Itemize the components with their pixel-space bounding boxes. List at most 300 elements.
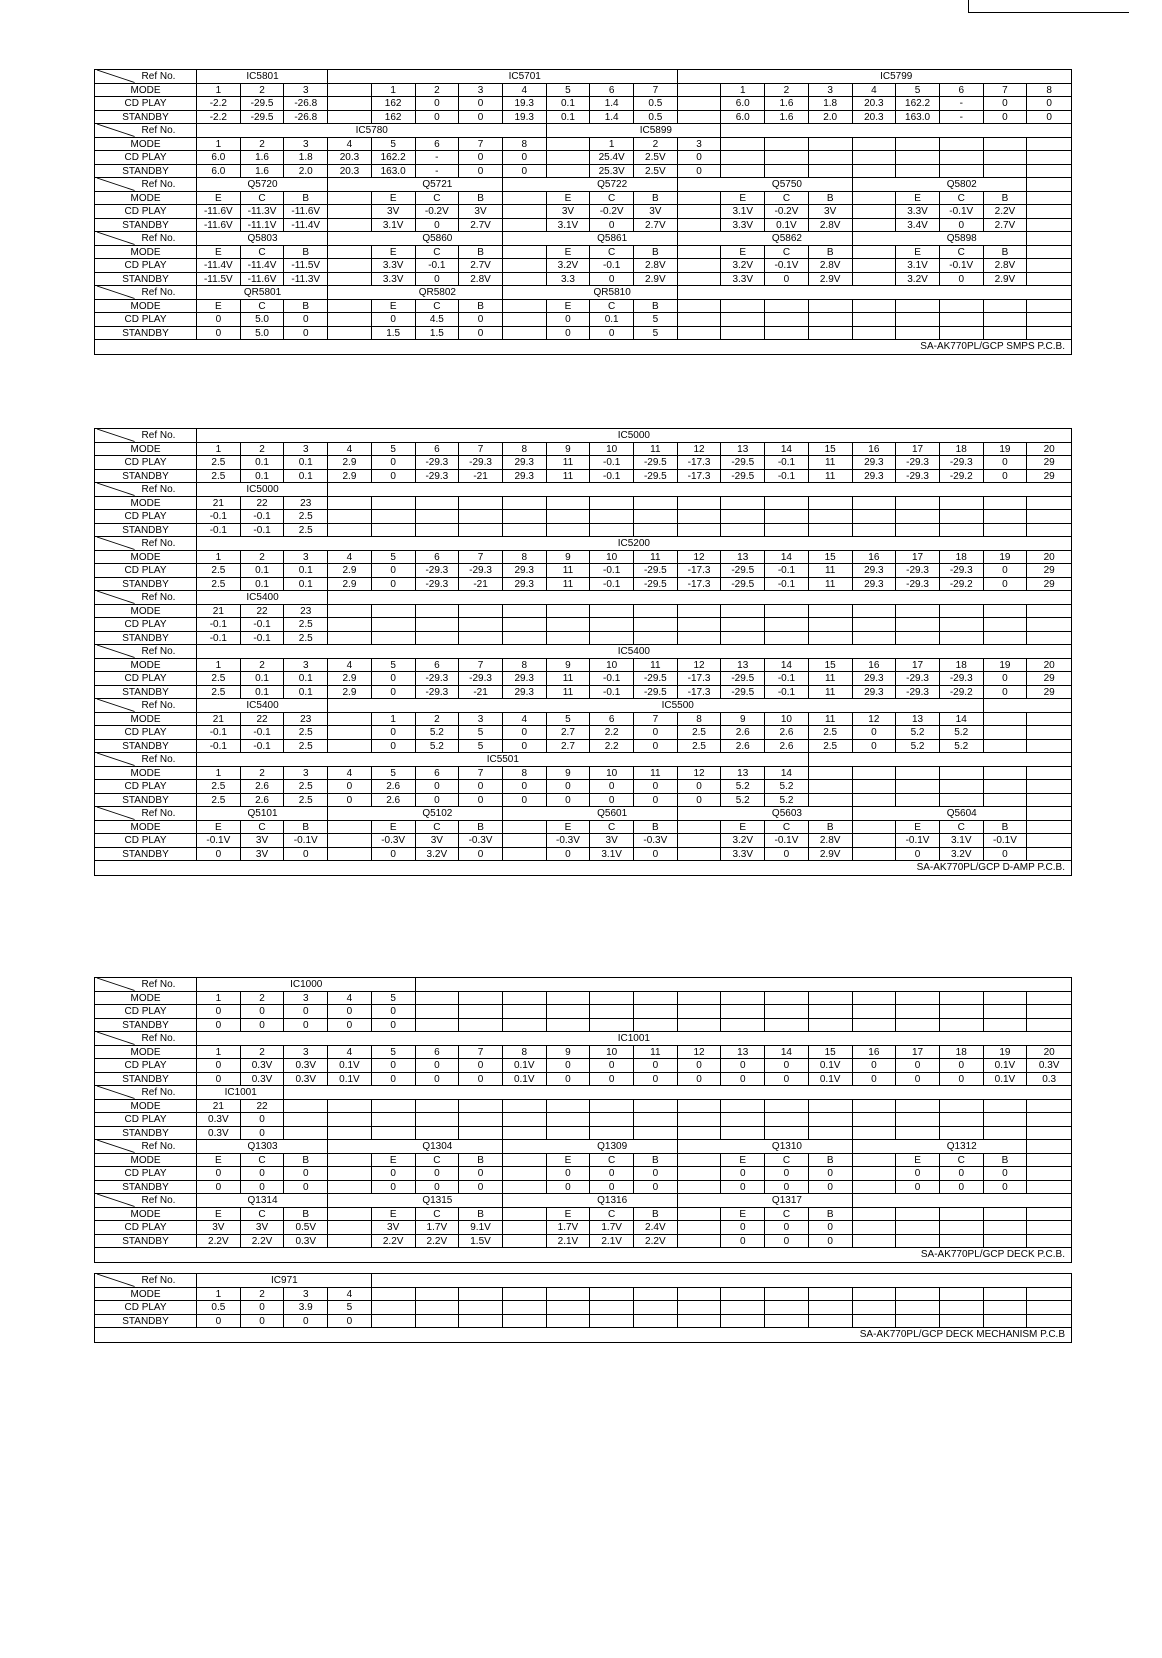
- mode-row-cell: [459, 992, 503, 1006]
- cd-play-row-cell: -29.3: [940, 456, 984, 470]
- cd-play-row-cell: 1.8: [284, 151, 328, 165]
- ref-designator: Q5721: [422, 179, 453, 190]
- cd-play-row-cell: 3.1V: [896, 259, 940, 273]
- standby-row-cell: [765, 1315, 809, 1329]
- ref-designator: QR5802: [418, 287, 456, 298]
- mode-row-cell: [721, 1100, 765, 1114]
- cd-play-row-cell: 2.5: [197, 456, 241, 470]
- ref-header-cell: [940, 1274, 984, 1288]
- standby-row-cell: 0: [765, 1235, 809, 1249]
- mode-row-cell: 15: [809, 551, 853, 565]
- ref-header-cell: [459, 1194, 503, 1208]
- mode-row-cell: 6: [416, 551, 460, 565]
- cd-play-row-cell: [503, 259, 547, 273]
- cd-play-row-cell: 0: [896, 1059, 940, 1073]
- cd-play-row-cell: [459, 1005, 503, 1019]
- cd-play-row-cell: [721, 510, 765, 524]
- mode-row-cell: [896, 1288, 940, 1302]
- cd-play-row-cell: 3V: [547, 205, 591, 219]
- standby-row-cell: [765, 1127, 809, 1141]
- cd-play-row-cell: [1027, 618, 1071, 632]
- cd-play-row-cell: -29.3: [896, 456, 940, 470]
- mode-row-cell: 14: [765, 767, 809, 781]
- ref-header-cell: [241, 429, 285, 443]
- ref-header-cell: [984, 1274, 1028, 1288]
- standby-row-cell: [328, 327, 372, 341]
- pcb-table-damp: [94, 428, 1072, 876]
- standby-row-cell: -0.1: [197, 524, 241, 538]
- mode-row-cell: E: [721, 1154, 765, 1168]
- standby-row-cell: -11.6V: [241, 273, 285, 287]
- cd-play-row-cell: 0: [241, 1005, 285, 1019]
- cd-play-row-cell: -29.5: [721, 564, 765, 578]
- standby-row-cell: [853, 632, 897, 646]
- cd-play-row-cell: [853, 1167, 897, 1181]
- standby-row-cell: 0: [328, 1019, 372, 1033]
- ref-designator: IC971: [271, 1275, 298, 1286]
- standby-row-cell: 0: [197, 1181, 241, 1195]
- standby-row-cell: [853, 1127, 897, 1141]
- standby-row-cell: -0.1: [197, 632, 241, 646]
- ref-header-cell: [1027, 232, 1071, 246]
- mode-row-cell: E: [372, 1208, 416, 1222]
- cd-play-row-cell: 0: [372, 456, 416, 470]
- mode-row-cell: 16: [853, 443, 897, 457]
- standby-row-cell: 0: [284, 327, 328, 341]
- mode-row-cell: E: [372, 246, 416, 260]
- ref-header-cell: [721, 537, 765, 551]
- standby-row-cell: [984, 632, 1028, 646]
- mode-row-cell: [896, 1208, 940, 1222]
- standby-row-cell: [503, 1235, 547, 1249]
- mode-row-cell: 7: [984, 84, 1028, 98]
- standby-row-cell: 2.6: [241, 794, 285, 808]
- cd-play-row-cell: -0.3V: [547, 834, 591, 848]
- ref-header-cell: [809, 429, 853, 443]
- cd-play-row-cell: 0: [416, 1059, 460, 1073]
- standby-row-cell: [809, 1019, 853, 1033]
- mode-row-cell: C: [241, 192, 285, 206]
- mode-row-cell: 4: [328, 767, 372, 781]
- standby-row-cell: 0: [547, 1073, 591, 1087]
- cd-play-row-cell: 5: [634, 313, 678, 327]
- ref-no-text: Ref No.: [141, 1141, 176, 1152]
- mode-row-cell: 21: [197, 1100, 241, 1114]
- cd-play-row-cell: 0.5: [197, 1301, 241, 1315]
- standby-row-cell: 0: [590, 1073, 634, 1087]
- cd-play-row-cell: 0: [241, 1167, 285, 1181]
- cd-play-row-cell: 29.3: [853, 672, 897, 686]
- mode-row-cell: [984, 300, 1028, 314]
- ref-header-cell: [678, 1274, 722, 1288]
- mode-row-cell: 5: [372, 1046, 416, 1060]
- standby-row-cell: 0: [634, 848, 678, 862]
- cd-play-row-cell: 0: [590, 1059, 634, 1073]
- ref-header-cell: [634, 753, 678, 767]
- standby-row-cell: 5.2: [896, 740, 940, 754]
- pcb-footer-label: SA-AK770PL/GCP SMPS P.C.B.: [920, 341, 1065, 352]
- mode-row-cell: 3: [459, 84, 503, 98]
- cd-play-row-cell: 5: [459, 726, 503, 740]
- cd-play-row-cell: [853, 205, 897, 219]
- cd-play-row-cell: 3.1V: [721, 205, 765, 219]
- mode-row-cell: [853, 1100, 897, 1114]
- mode-row-cell: C: [416, 246, 460, 260]
- standby-row-cell: [678, 111, 722, 125]
- ref-header-cell: [503, 645, 547, 659]
- cd-play-row-cell: [1027, 205, 1071, 219]
- mode-row-cell: [590, 1100, 634, 1114]
- mode-row-cell: 11: [634, 551, 678, 565]
- mode-row-cell: 1: [197, 767, 241, 781]
- mode-row-cell: [765, 1100, 809, 1114]
- standby-row-cell: [1027, 1019, 1071, 1033]
- mode-row-cell: [678, 1100, 722, 1114]
- mode-row-label: MODE: [95, 84, 197, 98]
- ref-header-cell: [634, 807, 678, 821]
- cd-play-row-cell: -0.3V: [459, 834, 503, 848]
- standby-row-cell: 1.5V: [459, 1235, 503, 1249]
- standby-row-cell: 0: [678, 165, 722, 179]
- ref-header-cell: [634, 70, 678, 84]
- cd-play-row-cell: 0: [634, 1059, 678, 1073]
- standby-row-cell: [896, 165, 940, 179]
- ref-header-cell: [1027, 807, 1071, 821]
- standby-row-cell: [503, 1127, 547, 1141]
- ref-no-text: Ref No.: [141, 1275, 176, 1286]
- ref-header-cell: [197, 537, 650, 551]
- cd-play-row-cell: [765, 1005, 809, 1019]
- standby-row-cell: -29.5: [634, 686, 678, 700]
- ref-designator: IC1000: [290, 979, 323, 990]
- cd-play-row-cell: [809, 1113, 853, 1127]
- cd-play-row-cell: 29: [1027, 456, 1071, 470]
- cd-play-row-cell: -29.3: [416, 456, 460, 470]
- cd-play-row-cell: 0: [896, 1167, 940, 1181]
- cd-play-row-cell: 0: [765, 1167, 809, 1181]
- ref-no-text: Ref No.: [141, 484, 176, 495]
- cd-play-row-cell: [809, 151, 853, 165]
- mode-row-cell: [765, 992, 809, 1006]
- mode-row-cell: C: [765, 246, 809, 260]
- mode-row-cell: 18: [940, 443, 984, 457]
- mode-row-cell: 9: [721, 713, 765, 727]
- ref-no-label: [95, 753, 197, 767]
- ref-header-cell: [853, 178, 897, 192]
- standby-row-cell: 0: [503, 165, 547, 179]
- standby-row-cell: [809, 1127, 853, 1141]
- standby-row-cell: 29.3: [503, 686, 547, 700]
- ref-header-cell: [809, 807, 853, 821]
- cd-play-row-cell: [1027, 1221, 1071, 1235]
- ref-header-cell: [372, 1140, 453, 1154]
- ref-no-label: [95, 537, 197, 551]
- standby-row-cell: [1027, 1181, 1071, 1195]
- ref-no-label: [95, 232, 197, 246]
- ref-header-cell: [547, 1086, 591, 1100]
- mode-row-cell: 1: [197, 138, 241, 152]
- standby-row-cell: -29.5: [634, 578, 678, 592]
- ref-header-cell: [416, 483, 460, 497]
- standby-row-cell: 3.1V: [590, 848, 634, 862]
- ref-header-cell: [328, 645, 372, 659]
- ref-designator: IC5400: [246, 592, 279, 603]
- cd-play-row-cell: [503, 1301, 547, 1315]
- mode-row-cell: [896, 138, 940, 152]
- mode-row-cell: [634, 605, 678, 619]
- mode-row-cell: 8: [503, 551, 547, 565]
- mode-row-cell: 2: [634, 138, 678, 152]
- ref-header-cell: [896, 699, 940, 713]
- ref-header-cell: [809, 483, 853, 497]
- mode-row-cell: E: [547, 1208, 591, 1222]
- ref-header-cell: [984, 286, 1028, 300]
- standby-row-cell: 0: [984, 578, 1028, 592]
- cd-play-row-cell: [328, 205, 372, 219]
- mode-row-cell: 17: [896, 443, 940, 457]
- mode-row-cell: [372, 1288, 416, 1302]
- mode-row-cell: E: [372, 300, 416, 314]
- cd-play-row-cell: [853, 313, 897, 327]
- pcb-table-mech: [94, 1273, 1072, 1343]
- mode-row-cell: C: [241, 821, 285, 835]
- standby-row-cell: 0: [765, 1073, 809, 1087]
- ref-header-cell: [940, 591, 984, 605]
- ref-header-cell: [590, 124, 672, 138]
- mode-row-cell: 17: [896, 551, 940, 565]
- cd-play-row-cell: 0.1V: [809, 1059, 853, 1073]
- ref-header-cell: [1027, 537, 1071, 551]
- mode-row-cell: [416, 1100, 460, 1114]
- ref-header-cell: [1027, 483, 1071, 497]
- cd-play-row-cell: 3V: [459, 205, 503, 219]
- standby-row-cell: 5.2: [940, 740, 984, 754]
- standby-row-cell: 0: [241, 1181, 285, 1195]
- standby-row-cell: -29.3: [416, 470, 460, 484]
- ref-header-cell: [459, 232, 503, 246]
- cd-play-row-cell: [678, 313, 722, 327]
- standby-row-cell: [721, 327, 765, 341]
- mode-row-label: MODE: [95, 767, 197, 781]
- ref-header-cell: [241, 753, 285, 767]
- ref-header-cell: [416, 537, 460, 551]
- ref-header-cell: [896, 483, 940, 497]
- cd-play-row-cell: [940, 1221, 984, 1235]
- standby-row-cell: 0: [634, 740, 678, 754]
- mode-row-label: MODE: [95, 1288, 197, 1302]
- mode-row-cell: [678, 605, 722, 619]
- mode-row-cell: 5: [896, 84, 940, 98]
- cd-play-row-cell: 2.7: [547, 726, 591, 740]
- cd-play-row-cell: [678, 259, 722, 273]
- mode-row-cell: C: [241, 1154, 285, 1168]
- cd-play-row-cell: 0: [372, 726, 416, 740]
- mode-row-cell: 8: [503, 443, 547, 457]
- mode-row-cell: E: [547, 246, 591, 260]
- mode-row-cell: 10: [765, 713, 809, 727]
- ref-designator: IC5780: [355, 125, 388, 136]
- ref-header-cell: [547, 537, 591, 551]
- cd-play-row-cell: 0.1: [590, 313, 634, 327]
- mode-row-cell: [459, 605, 503, 619]
- cd-play-row-cell: [896, 1005, 940, 1019]
- standby-row-cell: -11.5V: [197, 273, 241, 287]
- mode-row-cell: [678, 300, 722, 314]
- mode-row-cell: B: [284, 192, 328, 206]
- standby-row-cell: -29.5: [241, 111, 285, 125]
- standby-row-cell: [678, 273, 722, 287]
- standby-row-cell: 0: [765, 1181, 809, 1195]
- standby-row-label: STANDBY: [95, 165, 197, 179]
- mode-row-cell: 22: [241, 713, 285, 727]
- standby-row-cell: 1.5: [416, 327, 460, 341]
- standby-row-cell: 0: [197, 848, 241, 862]
- cd-play-row-cell: 0: [416, 780, 460, 794]
- mode-row-cell: 21: [197, 713, 241, 727]
- mode-row-cell: 12: [678, 767, 722, 781]
- ref-header-cell: [284, 232, 328, 246]
- ref-header-cell: [984, 1194, 1028, 1208]
- mode-row-cell: B: [809, 246, 853, 260]
- pcb-table-grid: [95, 429, 1071, 861]
- ref-header-cell: [284, 124, 328, 138]
- standby-row-cell: 29: [1027, 578, 1071, 592]
- ref-header-cell: [284, 429, 328, 443]
- ref-designator: Q1304: [422, 1141, 453, 1152]
- cd-play-row-cell: [678, 1301, 722, 1315]
- cd-play-row-cell: [853, 1301, 897, 1315]
- cd-play-row-cell: -0.1: [765, 564, 809, 578]
- cd-play-row-cell: [940, 1113, 984, 1127]
- mode-row-cell: [1027, 1100, 1071, 1114]
- standby-row-cell: 0: [241, 1127, 285, 1141]
- mode-row-cell: [1027, 300, 1071, 314]
- ref-header-cell: [459, 807, 503, 821]
- mode-row-cell: E: [197, 1154, 241, 1168]
- ref-header-cell: [896, 753, 940, 767]
- ref-header-cell: [328, 1274, 372, 1288]
- mode-row-cell: [896, 1100, 940, 1114]
- ref-header-cell: [765, 537, 809, 551]
- ref-header-cell: [459, 1274, 503, 1288]
- ref-header-cell: [1027, 591, 1071, 605]
- cd-play-row-cell: 0.1: [241, 672, 285, 686]
- standby-row-cell: 0.1: [284, 686, 328, 700]
- ref-header-cell: [634, 1274, 678, 1288]
- ref-header-cell: [372, 1194, 453, 1208]
- standby-row-cell: 1.6: [241, 165, 285, 179]
- ref-header-cell: [503, 232, 547, 246]
- cd-play-row-cell: 0.1V: [984, 1059, 1028, 1073]
- mode-row-cell: [984, 1208, 1028, 1222]
- mode-row-cell: [1027, 992, 1071, 1006]
- cd-play-row-cell: -0.1: [765, 672, 809, 686]
- cd-play-row-cell: [372, 1113, 416, 1127]
- cd-play-row-cell: -11.5V: [284, 259, 328, 273]
- cd-play-row-cell: 3.2V: [547, 259, 591, 273]
- mode-row-cell: E: [372, 192, 416, 206]
- mode-row-cell: 6: [416, 138, 460, 152]
- ref-no-label: [95, 178, 197, 192]
- standby-row-cell: [940, 1127, 984, 1141]
- ref-header-cell: [809, 124, 853, 138]
- mode-row-cell: [765, 138, 809, 152]
- mode-row-cell: [853, 1288, 897, 1302]
- cd-play-row-cell: [634, 510, 678, 524]
- standby-row-cell: 5: [634, 327, 678, 341]
- cd-play-row-cell: -0.1V: [765, 259, 809, 273]
- ref-header-cell: [197, 232, 278, 246]
- cd-play-row-cell: 0: [459, 780, 503, 794]
- cd-play-row-cell: 3.2V: [721, 259, 765, 273]
- ref-header-cell: [940, 699, 984, 713]
- ref-header-cell: [590, 70, 634, 84]
- ref-header-cell: [809, 1140, 853, 1154]
- ref-designator: QR5810: [593, 287, 631, 298]
- ref-header-cell: [197, 1140, 278, 1154]
- cd-play-row-cell: [678, 1221, 722, 1235]
- mode-row-cell: 20: [1027, 443, 1071, 457]
- mode-row-cell: [503, 1288, 547, 1302]
- ref-header-cell: [284, 699, 328, 713]
- mode-row-cell: 2: [241, 659, 285, 673]
- ref-header-cell: [459, 124, 503, 138]
- cd-play-row-cell: 29.3: [853, 564, 897, 578]
- cd-play-row-cell: -0.1V: [940, 205, 984, 219]
- ref-header-cell: [284, 591, 328, 605]
- mode-row-label: MODE: [95, 300, 197, 314]
- standby-row-cell: -29.5: [721, 578, 765, 592]
- ref-header-cell: [984, 978, 1028, 992]
- standby-row-cell: 163.0: [372, 165, 416, 179]
- ref-header-cell: [853, 1032, 897, 1046]
- mode-row-cell: 2: [241, 84, 285, 98]
- standby-row-cell: [940, 1315, 984, 1329]
- ref-no-text: Ref No.: [141, 700, 176, 711]
- ref-header-cell: [503, 483, 547, 497]
- cd-play-row-cell: [1027, 510, 1071, 524]
- mode-row-cell: 9: [547, 551, 591, 565]
- cd-play-row-cell: 3V: [809, 205, 853, 219]
- ref-header-cell: [547, 753, 591, 767]
- cd-play-row-cell: [678, 618, 722, 632]
- pcb-table-deck: [94, 977, 1072, 1263]
- cd-play-row-cell: 9.1V: [459, 1221, 503, 1235]
- standby-row-cell: 0: [721, 1073, 765, 1087]
- ref-header-cell: [241, 1032, 285, 1046]
- mode-row-cell: [809, 300, 853, 314]
- cd-play-row-label: CD PLAY: [95, 618, 197, 632]
- mode-row-cell: [416, 497, 460, 511]
- standby-row-cell: 0: [984, 470, 1028, 484]
- standby-row-cell: [503, 327, 547, 341]
- mode-row-cell: 3: [284, 767, 328, 781]
- ref-no-label: [95, 1032, 197, 1046]
- standby-row-cell: 19.3: [503, 111, 547, 125]
- standby-row-cell: 2.6: [372, 794, 416, 808]
- ref-header-cell: [328, 1086, 372, 1100]
- standby-row-cell: 25.3V: [590, 165, 634, 179]
- cd-play-row-cell: [590, 618, 634, 632]
- ref-no-text: Ref No.: [141, 808, 176, 819]
- mode-row-cell: 9: [547, 659, 591, 673]
- mode-row-cell: [809, 605, 853, 619]
- ref-header-cell: [765, 483, 809, 497]
- standby-row-cell: 0: [284, 1315, 328, 1329]
- cd-play-row-cell: [459, 510, 503, 524]
- cd-play-row-cell: [984, 1113, 1028, 1127]
- ref-header-cell: [809, 286, 853, 300]
